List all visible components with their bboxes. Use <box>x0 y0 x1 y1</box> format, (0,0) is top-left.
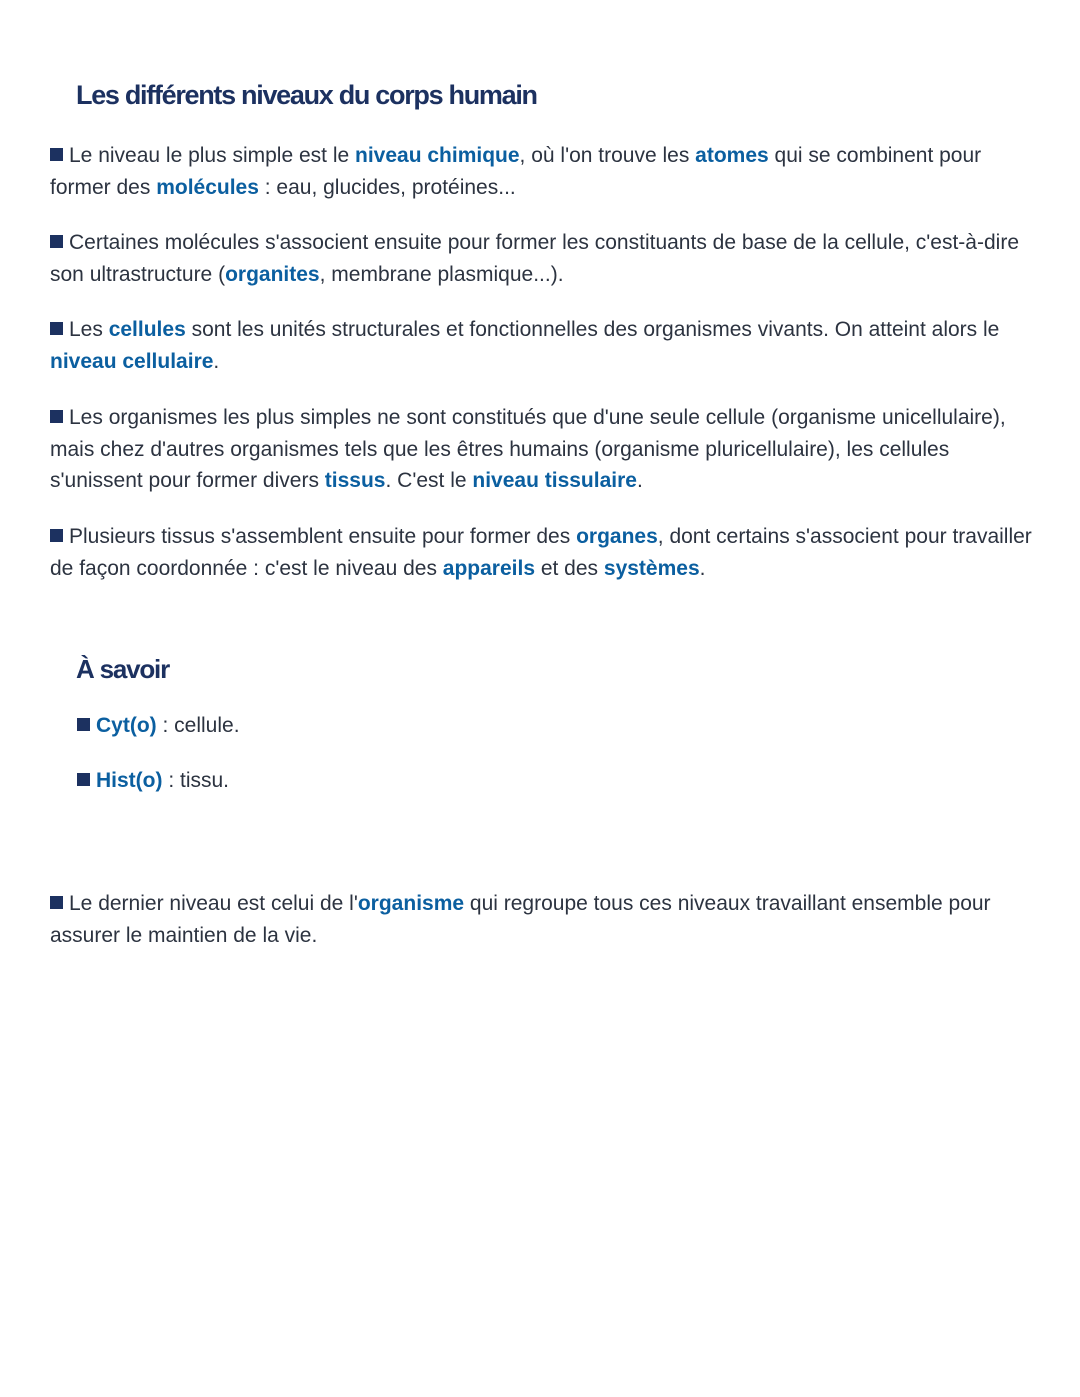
square-bullet-icon <box>77 718 90 731</box>
square-bullet-icon <box>50 896 63 909</box>
square-bullet-icon <box>50 529 63 542</box>
term-organites: organites <box>225 262 320 286</box>
square-bullet-icon <box>50 148 63 161</box>
term-organes: organes <box>576 525 658 548</box>
term-niveau-cellulaire: niveau cellulaire <box>50 349 214 373</box>
definition-term: Hist(o) <box>96 769 163 792</box>
term-tissus: tissus <box>324 469 386 492</box>
term-systemes: systèmes <box>603 556 700 580</box>
term-niveau-tissulaire: niveau tissulaire <box>472 469 637 492</box>
definition-text: : cellule. <box>156 714 240 737</box>
square-bullet-icon <box>50 322 63 335</box>
term-atomes: atomes <box>695 144 769 167</box>
paragraph-chemical-level: Le niveau le plus simple est le niveau chimique, où l'on trouve les atomes qui se combinent pour former des molécules : eau, glucides, protéines... <box>50 144 982 199</box>
definition-text: : tissu. <box>162 769 230 792</box>
paragraph-organ-level: Plusieurs tissus s'assemblent ensuite pour former des organes, dont certains s'associent pour travailler de façon coordonnée : c'est le niveau des appareils et des systèmes. <box>50 525 1032 580</box>
definition-item <box>77 711 240 741</box>
a-savoir-title: À savoir <box>76 654 170 684</box>
term-molecules: molécules <box>156 175 259 199</box>
term-niveau-chimique: niveau chimique <box>355 144 520 167</box>
definition-term: Cyt(o) <box>96 714 157 737</box>
term-appareils: appareils <box>442 556 535 580</box>
term-cellules: cellules <box>108 318 186 341</box>
paragraph-cellular-level: Les cellules sont les unités structurales et fonctionnelles des organismes vivants. On atteint alors le niveau cellulaire. <box>50 318 1000 373</box>
paragraph-organism-level: Le dernier niveau est celui de l'organisme qui regroupe tous ces niveaux travaillant ensemble pour assurer le maintien de la vie. <box>50 892 991 947</box>
paragraph-tissue-level: Les organismes les plus simples ne sont constitués que d'une seule cellule (organisme unicellulaire), mais chez d'autres organismes tels que les êtres humains (organisme pluricellulaire), les cellules s'unissent pour former divers tissus. C'est le niveau tissulaire. <box>50 406 1006 492</box>
definition-item <box>77 766 229 796</box>
square-bullet-icon <box>77 773 90 786</box>
paragraph-ultrastructure: Certaines molécules s'associent ensuite pour former les constituants de base de la cellule, c'est-à-dire son ultrastructure (organites, membrane plasmique...). <box>50 231 1019 286</box>
term-organisme: organisme <box>357 892 465 915</box>
page-title: Les différents niveaux du corps humain <box>76 80 537 110</box>
square-bullet-icon <box>50 235 63 248</box>
square-bullet-icon <box>50 410 63 423</box>
